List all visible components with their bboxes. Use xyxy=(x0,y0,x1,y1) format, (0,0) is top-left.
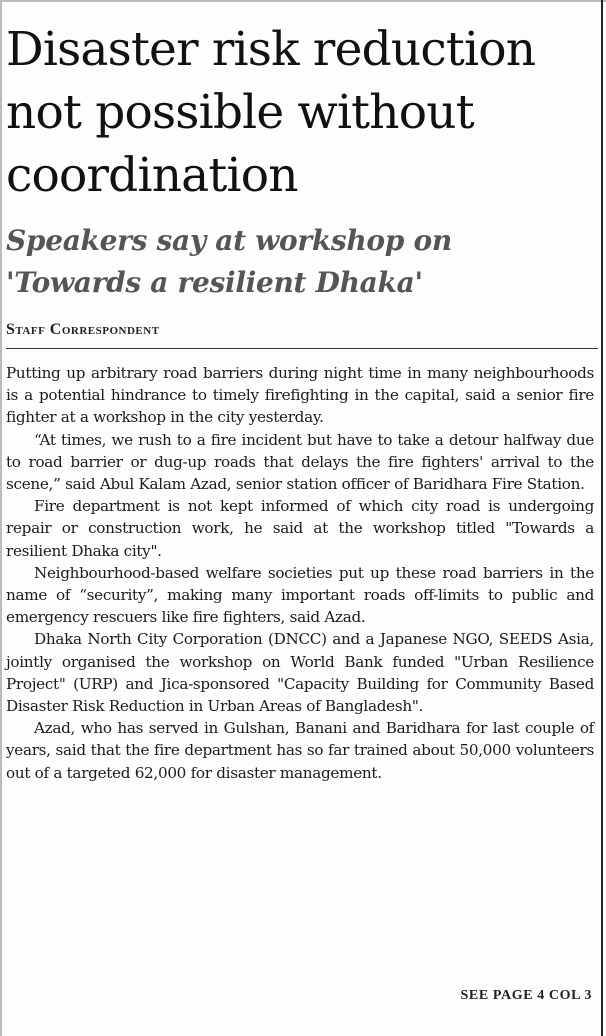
byline-divider xyxy=(6,348,598,349)
paragraph: Fire department is not kept informed of which city road is undergoing repair or construction work, he said at the workshop titled "Towards a resilient Dhaka city". xyxy=(6,497,594,560)
subheadline: Speakers say at workshop on 'Towards a resilient Dhaka' xyxy=(6,224,452,299)
paragraph: “At times, we rush to a fire incident but have to take a detour halfway due to road barrier or dug-up roads that delays the fire fighters' arrival to the scene,” said Abul Kalam Azad, senior station officer of Baridhara Fire Station. xyxy=(6,430,594,494)
byline: Staff Correspondent xyxy=(6,321,160,338)
paragraph: Dhaka North City Corporation (DNCC) and a Japanese NGO, SEEDS Asia, jointly organised the workshop on World Bank funded "Urban Resilience Project" (URP) and Jica-sponsored "Capacity Building for Community Based Disaster Risk Reduction in Urban Areas of Bangladesh". xyxy=(6,630,594,716)
left-border xyxy=(0,0,2,1036)
paragraph: Putting up arbitrary road barriers during night time in many neighbourhoods is a potential hindrance to timely firefighting in the capital, said a senior fire fighter at a workshop in the city yesterday. xyxy=(6,364,594,427)
continuation-note: SEE PAGE 4 COL 3 xyxy=(460,988,592,1003)
paragraph: Neighbourhood-based welfare societies put up these road barriers in the name of “security”, making many important roads off-limits to public and emergency rescuers like fire fighters, said Azad. xyxy=(6,563,594,627)
top-border xyxy=(0,0,606,2)
headline: Disaster risk reduction not possible without coordination xyxy=(6,22,536,203)
article-body xyxy=(6,362,594,784)
column-rule xyxy=(601,0,603,1036)
paragraph: Azad, who has served in Gulshan, Banani and Baridhara for last couple of years, said that the fire department has so far trained about 50,000 volunteers out of a targeted 62,000 for disaster management. xyxy=(6,719,594,782)
